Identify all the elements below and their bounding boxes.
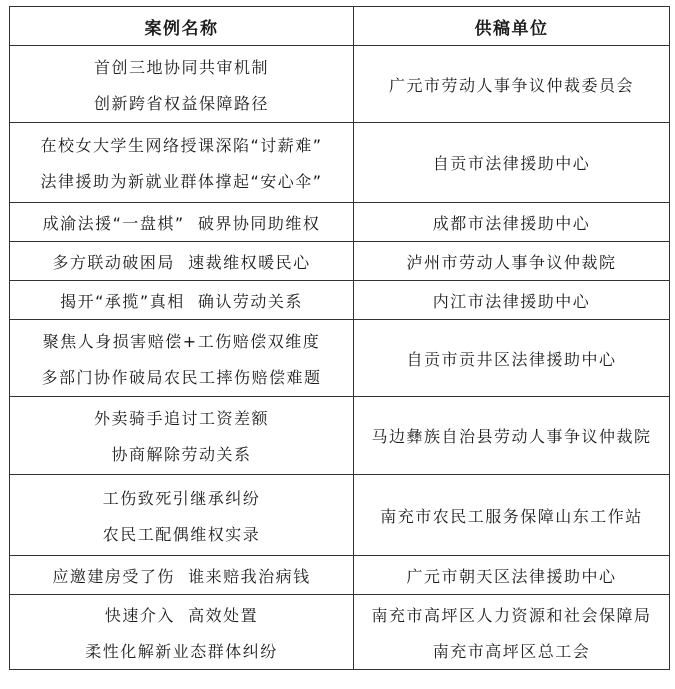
unit-line: 成都市法律援助中心 bbox=[432, 213, 591, 233]
unit-line: 南充市农民工服务保障山东工作站 bbox=[380, 506, 643, 526]
case-name-line: 法律援助为新就业群体撑起“安心伞” bbox=[40, 172, 323, 191]
case-name-line: 成渝法援“一盘棋” 破界协同助维权 bbox=[42, 213, 321, 233]
unit-cell bbox=[354, 203, 670, 242]
table-row bbox=[10, 203, 670, 242]
table-row bbox=[10, 556, 670, 595]
case-name-cell bbox=[10, 595, 354, 670]
case-name-line: 应邀建房受了伤 谁来赔我治病钱 bbox=[52, 566, 311, 586]
unit-cell bbox=[354, 397, 670, 475]
case-name-cell bbox=[10, 281, 354, 320]
unit-cell bbox=[354, 595, 670, 670]
unit-line: 自贡市法律援助中心 bbox=[432, 154, 591, 173]
header-case-name: 案例名称 bbox=[10, 7, 354, 46]
unit-line: 广元市朝天区法律援助中心 bbox=[406, 566, 617, 586]
unit-line: 自贡市贡井区法律援助中心 bbox=[406, 349, 617, 369]
case-name-line: 协商解除劳动关系 bbox=[111, 445, 252, 464]
case-name-cell bbox=[10, 397, 354, 475]
case-name-line: 外卖骑手追讨工资差额 bbox=[93, 409, 269, 428]
unit-cell bbox=[354, 556, 670, 595]
table-row bbox=[10, 595, 670, 670]
case-name-line: 多方联动破困局 速裁维权暖民心 bbox=[52, 252, 311, 272]
case-name-line: 快速介入 高效处置 bbox=[104, 605, 259, 625]
case-name-line: 柔性化解新业态群体纠纷 bbox=[85, 641, 278, 661]
case-name-line: 工伤致死引继承纠纷 bbox=[102, 488, 261, 508]
unit-line: 内江市法律援助中心 bbox=[432, 291, 591, 311]
unit-cell bbox=[354, 475, 670, 556]
case-name-line: 揭开“承揽”真相 确认劳动关系 bbox=[60, 291, 303, 311]
table-row bbox=[10, 281, 670, 320]
unit-cell bbox=[354, 242, 670, 281]
unit-line: 南充市高坪区总工会 bbox=[432, 641, 591, 661]
table-row bbox=[10, 397, 670, 475]
case-name-cell bbox=[10, 46, 354, 123]
table-row bbox=[10, 475, 670, 556]
case-name-line: 多部门协作破局农民工摔伤赔偿难题 bbox=[41, 367, 322, 387]
case-name-line: 聚焦人身损害赔偿+工伤赔偿双维度 bbox=[42, 331, 321, 351]
unit-line: 南充市高坪区人力资源和社会保障局 bbox=[371, 605, 652, 625]
case-name-cell bbox=[10, 123, 354, 203]
cases-table bbox=[9, 6, 670, 670]
case-name-cell bbox=[10, 475, 354, 556]
case-name-line: 农民工配偶维权实录 bbox=[102, 524, 261, 544]
table-row bbox=[10, 123, 670, 203]
table-header-row bbox=[10, 7, 670, 46]
case-name-cell bbox=[10, 203, 354, 242]
unit-line: 泸州市劳动人事争议仲裁院 bbox=[406, 252, 617, 272]
unit-cell bbox=[354, 123, 670, 203]
header-unit: 供稿单位 bbox=[354, 7, 670, 46]
unit-line: 广元市劳动人事争议仲裁委员会 bbox=[388, 75, 634, 95]
unit-cell bbox=[354, 320, 670, 397]
unit-cell bbox=[354, 46, 670, 123]
case-name-cell bbox=[10, 320, 354, 397]
table-row bbox=[10, 242, 670, 281]
table-row bbox=[10, 46, 670, 123]
case-name-line: 在校女大学生网络授课深陷“讨薪难” bbox=[40, 136, 323, 155]
case-name-cell bbox=[10, 242, 354, 281]
table-row bbox=[10, 320, 670, 397]
unit-line: 马边彝族自治县劳动人事争议仲裁院 bbox=[371, 427, 652, 446]
case-name-line: 创新跨省权益保障路径 bbox=[93, 93, 269, 113]
unit-cell bbox=[354, 281, 670, 320]
case-name-line: 首创三地协同共审机制 bbox=[93, 57, 269, 77]
case-name-cell bbox=[10, 556, 354, 595]
